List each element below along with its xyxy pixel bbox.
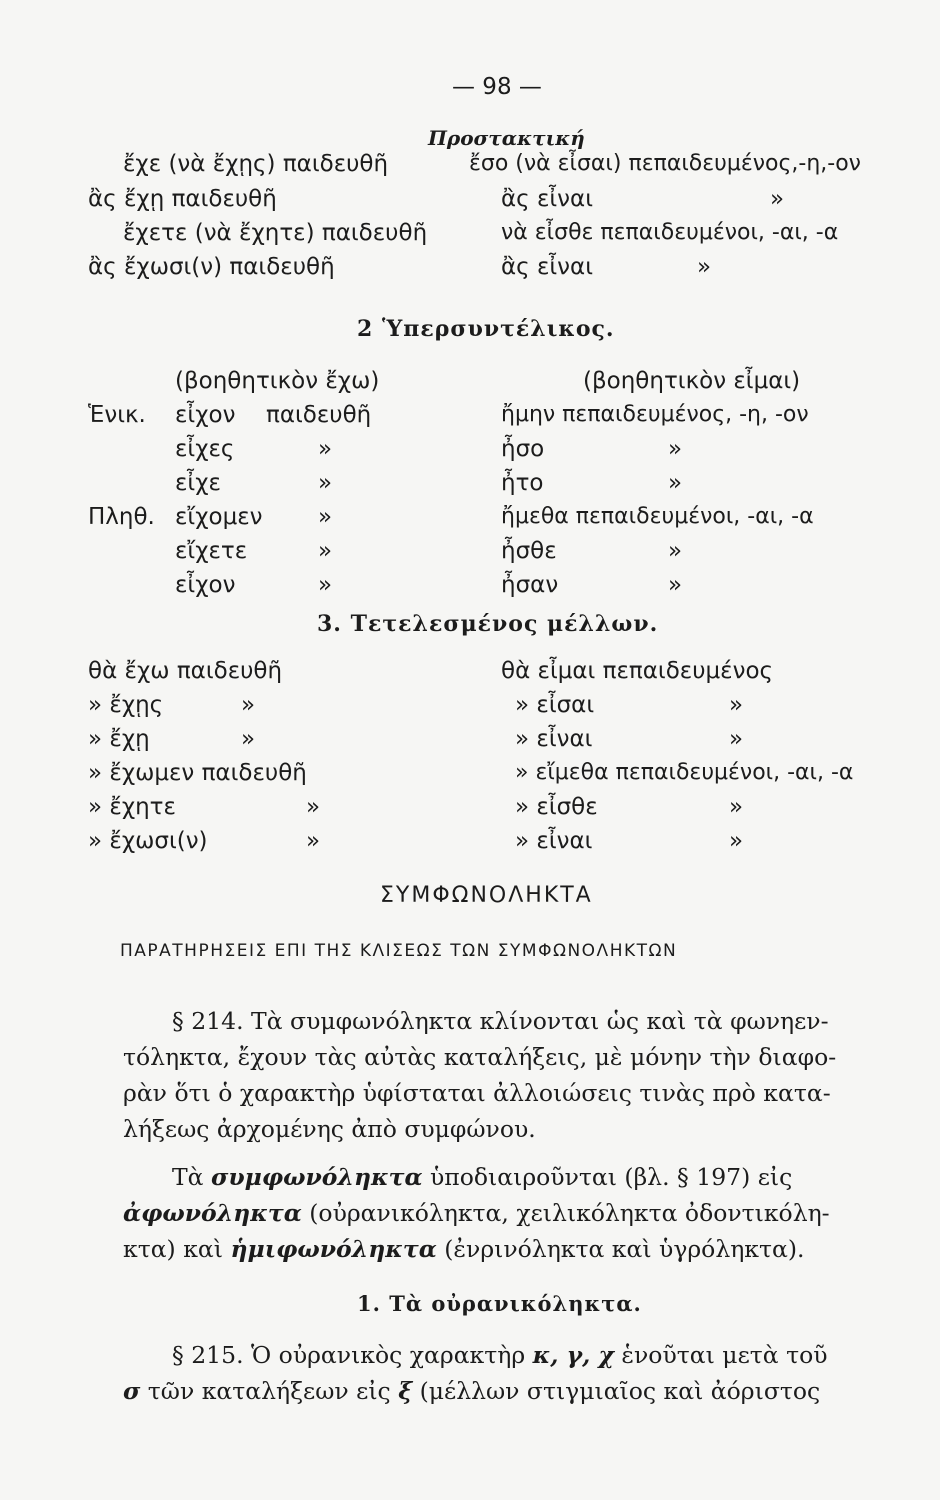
pluperfect-left-tail-2: » bbox=[318, 436, 333, 462]
future-left-ditto-3: » bbox=[241, 726, 256, 752]
para-215-text: ἑνοῦται μετὰ τοῦ bbox=[613, 1341, 828, 1369]
future-right-3: » εἶναι bbox=[515, 726, 593, 752]
para-214b-text: Τὰ bbox=[172, 1163, 212, 1191]
pluperfect-right-ditto-6: » bbox=[668, 572, 683, 598]
pluperfect-left-4: εἴχομεν bbox=[175, 504, 263, 530]
page-number: — 98 — bbox=[452, 74, 542, 100]
future-left-ditto-5: » bbox=[306, 794, 321, 820]
pluperfect-right-ditto-2: » bbox=[668, 436, 683, 462]
section-subtitle: ΠΑΡΑΤΗΡΗΣΕΙΣ ΕΠΙ ΤΗΣ ΚΛΙΣΕΩΣ ΤΩΝ ΣΥΜΦΩΝΟΛΗΚΤΩΝ bbox=[120, 941, 678, 961]
future-right-ditto-5: » bbox=[729, 794, 744, 820]
pluperfect-left-tail-1: παιδευθῆ bbox=[266, 402, 372, 428]
term-imifonolikta: ἡμιφωνόληκτα bbox=[230, 1235, 437, 1263]
term-symfonolikta: συμφωνόληκτα bbox=[211, 1163, 423, 1191]
pluperfect-right-aux: (βοηθητικὸν εἶμαι) bbox=[583, 368, 801, 394]
para-215-text: τῶν καταλήξεων εἰς bbox=[140, 1377, 399, 1405]
future-left-4: » ἔχωμεν παιδευθῆ bbox=[88, 760, 307, 786]
term-xi: ξ bbox=[398, 1377, 413, 1405]
pluperfect-left-2: εἶχες bbox=[175, 436, 235, 462]
future-right-ditto-3: » bbox=[729, 726, 744, 752]
label-singular: Ἑνικ. bbox=[88, 402, 146, 428]
future-left-6: » ἔχωσι(ν) bbox=[88, 828, 208, 854]
sub-heading: 1. Τὰ οὐρανικόληκτα. bbox=[357, 1291, 642, 1316]
pluperfect-left-tail-6: » bbox=[318, 572, 333, 598]
para-214-line-2: τόληκτα, ἔχουν τὰς αὐτὰς καταλήξεις, μὲ μόνην τὴν διαφο- bbox=[123, 1043, 837, 1071]
imperative-title: Προστακτική bbox=[428, 126, 585, 150]
pluperfect-left-tail-3: » bbox=[318, 470, 333, 496]
future-left-2: » ἔχῃς bbox=[88, 692, 164, 718]
label-plural: Πληθ. bbox=[88, 504, 155, 530]
term-kgx: κ, γ, χ bbox=[532, 1341, 614, 1369]
para-214-line-1: § 214. Τὰ συμφωνόληκτα κλίνονται ὡς καὶ τὰ φωνηεν- bbox=[172, 1007, 829, 1035]
imperative-right-4-ditto: » bbox=[697, 254, 712, 280]
pluperfect-left-1: εἶχον bbox=[175, 402, 236, 428]
para-214b-line-1 bbox=[172, 1163, 793, 1191]
para-215-text: § 215. Ὁ οὐρανικὸς χαρακτὴρ bbox=[172, 1341, 533, 1369]
pluperfect-left-aux: (βοηθητικὸν ἔχω) bbox=[175, 368, 380, 394]
para-214-line-3: ρὰν ὅτι ὁ χαρακτὴρ ὑφίσταται ἀλλοιώσεις τινὰς πρὸ κατα- bbox=[123, 1079, 831, 1107]
para-214b-text: ὑποδιαιροῦνται (βλ. § 197) εἰς bbox=[422, 1163, 793, 1191]
para-214b-line-3 bbox=[123, 1235, 805, 1263]
term-sigma: σ bbox=[123, 1377, 141, 1405]
pluperfect-left-3: εἶχε bbox=[175, 470, 221, 496]
future-right-ditto-6: » bbox=[729, 828, 744, 854]
future-left-3: » ἔχῃ bbox=[88, 726, 150, 752]
pluperfect-left-6: εἶχον bbox=[175, 572, 236, 598]
pluperfect-right-3: ἦτο bbox=[501, 470, 544, 496]
imperative-right-1: ἔσο (νὰ εἶσαι) πεπαιδευμένος,-η,-ον bbox=[469, 151, 861, 176]
para-214-line-4: λήξεως ἀρχομένης ἀπὸ συμφώνου. bbox=[123, 1115, 536, 1143]
para-214b-text: (οὐρανικόληκτα, χειλικόληκτα ὀδοντικόλη- bbox=[301, 1199, 830, 1227]
term-afonolikta: ἀφωνόληκτα bbox=[123, 1199, 302, 1227]
imperative-right-2-ditto: » bbox=[770, 186, 785, 212]
para-214b-text: κτα) καὶ bbox=[123, 1235, 231, 1263]
pluperfect-left-tail-5: » bbox=[318, 538, 333, 564]
imperative-right-3: νὰ εἶσθε πεπαιδευμένοι, -αι, -α bbox=[501, 220, 839, 245]
future-left-ditto-2: » bbox=[241, 692, 256, 718]
imperative-left-3: ἔχετε (νὰ ἔχητε) παιδευθῆ bbox=[123, 220, 428, 246]
pluperfect-right-1: ἤμην πεπαιδευμένος, -η, -ον bbox=[501, 402, 809, 427]
pluperfect-right-5: ἦσθε bbox=[501, 538, 557, 564]
future-right-4: » εἴμεθα πεπαιδευμένοι, -αι, -α bbox=[515, 760, 854, 785]
pluperfect-right-2: ἦσο bbox=[501, 436, 545, 462]
pluperfect-left-tail-4: » bbox=[318, 504, 333, 530]
para-215-line-2 bbox=[123, 1377, 821, 1405]
pluperfect-heading: 2 Ὑπερσυντέλικος. bbox=[357, 316, 615, 342]
future-left-1: θὰ ἔχω παιδευθῆ bbox=[88, 658, 283, 684]
future-left-ditto-6: » bbox=[306, 828, 321, 854]
imperative-right-2: ἂς εἶναι bbox=[501, 186, 593, 212]
future-right-5: » εἶσθε bbox=[515, 794, 598, 820]
para-215-text: (μέλλων στιγμιαῖος καὶ ἀόριστος bbox=[412, 1377, 821, 1405]
future-perfect-heading: 3. Τετελεσμένος μέλλων. bbox=[317, 611, 659, 637]
imperative-right-4: ἂς εἶναι bbox=[501, 254, 593, 280]
future-right-ditto-2: » bbox=[729, 692, 744, 718]
future-right-1: θὰ εἶμαι πεπαιδευμένος bbox=[501, 658, 774, 684]
imperative-left-2: ἂς ἔχῃ παιδευθῆ bbox=[88, 186, 277, 212]
imperative-left-4: ἂς ἔχωσι(ν) παιδευθῆ bbox=[88, 254, 335, 280]
pluperfect-right-4: ἤμεθα πεπαιδευμένοι, -αι, -α bbox=[501, 504, 814, 529]
para-214b-text: (ἐνρινόληκτα καὶ ὑγρόληκτα). bbox=[436, 1235, 805, 1263]
pluperfect-right-6: ἦσαν bbox=[501, 572, 559, 598]
pluperfect-left-5: εἴχετε bbox=[175, 538, 248, 564]
para-214b-line-2 bbox=[123, 1199, 830, 1227]
future-right-2: » εἶσαι bbox=[515, 692, 595, 718]
section-title: ΣΥΜΦΩΝΟΛΗΚΤΑ bbox=[380, 883, 593, 908]
pluperfect-right-ditto-5: » bbox=[668, 538, 683, 564]
future-left-5: » ἔχητε bbox=[88, 794, 176, 820]
pluperfect-right-ditto-3: » bbox=[668, 470, 683, 496]
future-right-6: » εἶναι bbox=[515, 828, 593, 854]
para-215-line-1 bbox=[172, 1341, 828, 1369]
imperative-left-1: ἔχε (νὰ ἔχῃς) παιδευθῆ bbox=[123, 151, 389, 177]
